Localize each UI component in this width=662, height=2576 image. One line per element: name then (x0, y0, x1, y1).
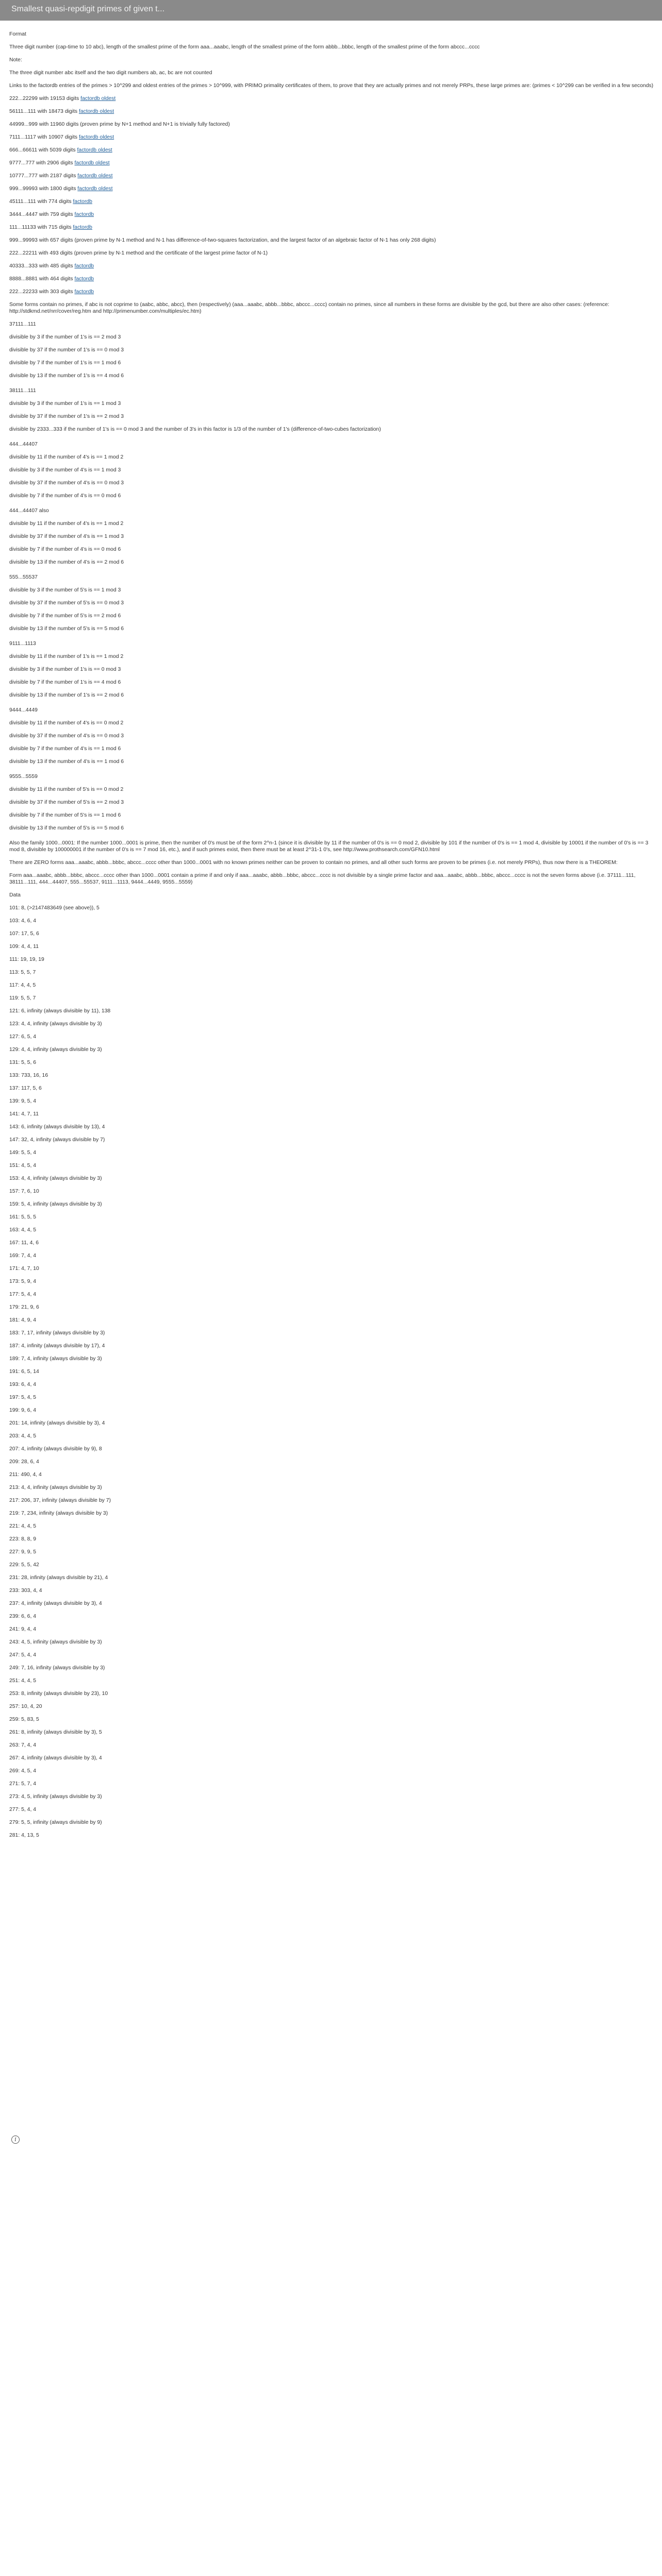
prime-entry-text: 222...22299 with 19153 digits (9, 96, 81, 101)
form-group-line: divisible by 11 if the number of 4's is == 1 mod 2 (9, 521, 124, 527)
data-row: 199: 9, 6, 4 (9, 1408, 36, 1413)
data-row: 191: 6, 5, 14 (9, 1369, 39, 1375)
note-heading: Note: (9, 57, 22, 63)
data-row: 263: 7, 4, 4 (9, 1742, 36, 1748)
form-group-line: divisible by 13 if the number of 4's is == 1 mod 6 (9, 759, 124, 765)
form-group (9, 640, 654, 699)
data-row: 213: 4, 4, infinity (always divisible by 3) (9, 1485, 102, 1490)
data-row: 187: 4, infinity (always divisible by 17), 4 (9, 1343, 105, 1349)
prime-entry-text: 111...11133 with 715 digits (9, 225, 73, 230)
data-row: 267: 4, infinity (always divisible by 3), 4 (9, 1755, 102, 1761)
factordb-link[interactable]: factordb (74, 276, 94, 282)
data-row: 123: 4, 4, infinity (always divisible by 3) (9, 1021, 102, 1027)
data-row: 129: 4, 4, infinity (always divisible by 3) (9, 1047, 102, 1053)
data-row: 107: 17, 5, 6 (9, 931, 39, 937)
data-row: 247: 5, 4, 4 (9, 1652, 36, 1658)
factordb-link[interactable]: factordb oldest (77, 173, 113, 179)
form-group-line: divisible by 7 if the number of 5's is == 1 mod 6 (9, 812, 121, 818)
data-row: 121: 6, infinity (always divisible by 11), 138 (9, 1008, 111, 1014)
data-row: 243: 4, 5, infinity (always divisible by 3) (9, 1639, 102, 1645)
data-row: 217: 206, 37, infinity (always divisible by 7) (9, 1498, 111, 1503)
groups-list (9, 321, 654, 832)
form-group-title: 9555...5559 (9, 774, 38, 779)
data-row: 233: 303, 4, 4 (9, 1588, 42, 1594)
form-group (9, 507, 654, 566)
form-group-line: divisible by 3 if the number of 1's is == 1 mod 3 (9, 401, 121, 406)
data-row: 179: 21, 9, 6 (9, 1304, 39, 1310)
form-group-title: 555...55537 (9, 574, 38, 580)
factordb-link[interactable]: factordb (74, 289, 94, 295)
data-row: 259: 5, 83, 5 (9, 1717, 39, 1722)
prime-entry (9, 198, 654, 205)
data-row: 169: 7, 4, 4 (9, 1253, 36, 1259)
form-group-line: divisible by 7 if the number of 4's is == 1 mod 6 (9, 746, 121, 752)
form-group-line: divisible by 11 if the number of 4's is == 1 mod 2 (9, 454, 124, 460)
form-group-title: 444...44407 also (9, 508, 49, 514)
prime-entry-text: 40333...333 with 485 digits (9, 263, 75, 269)
form-group-line: divisible by 13 if the number of 4's is == 2 mod 6 (9, 560, 124, 565)
prime-entry (9, 211, 654, 218)
data-row: 273: 4, 5, infinity (always divisible by 3) (9, 1794, 102, 1800)
prime-entry (9, 237, 654, 244)
data-row: 251: 4, 4, 5 (9, 1678, 36, 1684)
prime-entry (9, 173, 654, 179)
data-row: 223: 8, 8, 9 (9, 1536, 36, 1542)
data-row: 219: 7, 234, infinity (always divisible by 3) (9, 1511, 108, 1516)
data-row: 153: 4, 4, infinity (always divisible by 3) (9, 1176, 102, 1181)
zero-note: There are ZERO forms aaa...aaabc, abbb...bbbc, abccc...cccc other than 1000...0001 with no known primes neither can be proven to contain no primes, and all other such forms are proven to be primes (i.e. not merely PRPs), thus now there is a THEOREM: (9, 860, 618, 866)
prime-entry (9, 108, 654, 115)
info-icon[interactable]: i (11, 2136, 20, 2144)
data-row: 211: 490, 4, 4 (9, 1472, 42, 1478)
form-group-line: divisible by 2333...333 if the number of 1's is == 0 mod 3 and the number of 3's in this factor is 1/3 of the number of 1's (difference-of-two-cubes factorization) (9, 427, 381, 432)
data-row: 221: 4, 4, 5 (9, 1523, 36, 1529)
data-row: 133: 733, 16, 16 (9, 1073, 48, 1078)
data-row: 111: 19, 19, 19 (9, 957, 44, 962)
data-row: 147: 32, 4, infinity (always divisible by 7) (9, 1137, 105, 1143)
data-row: 119: 5, 5, 7 (9, 995, 36, 1001)
prime-entry-text: 999...99993 with 1800 digits (9, 186, 78, 192)
data-row: 241: 9, 4, 4 (9, 1626, 36, 1632)
form-group-line: divisible by 13 if the number of 5's is == 5 mod 6 (9, 626, 124, 632)
data-row: 161: 5, 5, 5 (9, 1214, 36, 1220)
prime-entry (9, 276, 654, 282)
data-row: 231: 28, infinity (always divisible by 21), 4 (9, 1575, 108, 1581)
data-row: 103: 4, 6, 4 (9, 918, 36, 924)
prime-entry-text: 56111...111 with 18473 digits (9, 109, 79, 114)
prime-entry (9, 185, 654, 192)
form-group-line: divisible by 11 if the number of 4's is == 0 mod 2 (9, 720, 124, 726)
data-row: 151: 4, 5, 4 (9, 1163, 36, 1168)
factordb-link[interactable]: factordb (74, 263, 94, 269)
data-row: 257: 10, 4, 20 (9, 1704, 42, 1709)
prime-entry-text: 45111...111 with 774 digits (9, 199, 73, 205)
data-row: 167: 11, 4, 6 (9, 1240, 39, 1246)
theorem-note: Form aaa...aaabc, abbb...bbbc, abccc...cccc other than 1000...0001 contain a prime if and only if aaa...aaabc, abbb...bbbc, abccc...cccc is not divisible by a single prime factor and aaa...aaabc, abbb...bbbc, abccc...cccc is not the seven forms above (i.e. 37111...111, 38111...111, 444...44407, 555...55537, 9111...1113, 9444...4449, 9555...5559) (9, 873, 636, 885)
prime-entry (9, 134, 654, 141)
form-group-line: divisible by 37 if the number of 1's is == 2 mod 3 (9, 414, 124, 419)
data-row: 239: 6, 6, 4 (9, 1614, 36, 1619)
form-group (9, 574, 654, 632)
data-row: 127: 6, 5, 4 (9, 1034, 36, 1040)
form-group-title: 9444...4449 (9, 707, 38, 713)
form-group-line: divisible by 7 if the number of 1's is == 1 mod 6 (9, 360, 121, 366)
prime-entry (9, 263, 654, 269)
format-heading: Format (9, 31, 26, 37)
prime-entry (9, 147, 654, 154)
data-row: 181: 4, 9, 4 (9, 1317, 36, 1323)
data-row: 141: 4, 7, 11 (9, 1111, 39, 1117)
data-row: 189: 7, 4, infinity (always divisible by 3) (9, 1356, 102, 1362)
family-note: Also the family 1000...0001: If the number 1000...0001 is prime, then the number of 0's must be of the form 2^n-1 (since it is divisible by 11 if the number of 0's is == 0 mod 2, divisible by 101 if the number of 0's is == 1 mod 4, divisible by 10001 if the number of 0's is == 3 mod 8, divisible by 100000001 if the number of 0's is == 7 mod 16, etc.), and if such primes exist, then there must be at least 2^31-1 0's, see http://www.prothsearch.com/GFN10.html (9, 840, 649, 853)
data-row: 131: 5, 5, 6 (9, 1060, 36, 1065)
links-text: Links to the factordb entries of the primes > 10^299 and oldest entries of the primes > 10^999, with PRIMO primality certificates of them, to prove that they are actually primes and not merely PRPs, these large primes are: (primes < 10^299 can be verified in a few seconds) (9, 83, 654, 89)
data-row: 109: 4, 4, 11 (9, 944, 39, 950)
data-row: 203: 4, 4, 5 (9, 1433, 36, 1439)
data-row: 163: 4, 4, 5 (9, 1227, 36, 1233)
data-row: 209: 28, 6, 4 (9, 1459, 39, 1465)
data-row: 113: 5, 5, 7 (9, 970, 36, 975)
prime-entry (9, 224, 654, 231)
form-group-title: 38111...111 (9, 388, 36, 394)
factordb-link[interactable]: factordb (73, 225, 92, 230)
factordb-link[interactable]: factordb oldest (80, 96, 116, 101)
data-row: 183: 7, 17, infinity (always divisible by 3) (9, 1330, 105, 1336)
header-bar (0, 0, 662, 21)
data-row: 261: 8, infinity (always divisible by 3), 5 (9, 1730, 102, 1735)
form-group-line: divisible by 37 if the number of 4's is == 1 mod 3 (9, 534, 124, 539)
data-row: 229: 5, 5, 42 (9, 1562, 39, 1568)
prime-entry (9, 160, 654, 166)
form-group-line: divisible by 11 if the number of 1's is == 1 mod 2 (9, 654, 124, 659)
data-row: 197: 5, 4, 5 (9, 1395, 36, 1400)
data-row: 201: 14, infinity (always divisible by 3), 4 (9, 1420, 105, 1426)
form-group-line: divisible by 13 if the number of 5's is == 5 mod 6 (9, 825, 124, 831)
form-group-line: divisible by 13 if the number of 1's is == 2 mod 6 (9, 692, 124, 698)
prime-entry-text: 8888...8881 with 464 digits (9, 276, 75, 282)
factordb-link[interactable]: factordb oldest (78, 109, 114, 114)
prime-entry-text: 666...66611 with 5039 digits (9, 147, 77, 153)
factordb-link[interactable]: factordb oldest (74, 160, 110, 166)
page-title: Smallest quasi-repdigit primes of given t... (11, 5, 165, 13)
form-group-line: divisible by 13 if the number of 1's is == 4 mod 6 (9, 373, 124, 379)
factordb-link[interactable]: factordb (73, 199, 92, 205)
prime-entry-text: 7111...1117 with 10907 digits (9, 134, 79, 140)
prime-entry-text: 44999...999 with 11960 digits (proven prime by N+1 method and N+1 is trivially fully factored) (9, 122, 230, 127)
prime-entry-text: 10777...777 with 2187 digits (9, 173, 78, 179)
factordb-link[interactable]: factordb oldest (77, 147, 112, 153)
prime-entry (9, 289, 654, 295)
data-row: 173: 5, 9, 4 (9, 1279, 36, 1284)
factordb-link[interactable]: factordb oldest (77, 186, 113, 192)
prime-entry (9, 250, 654, 257)
main-content (9, 31, 654, 1845)
data-row: 277: 5, 4, 4 (9, 1807, 36, 1812)
data-row: 139: 9, 5, 4 (9, 1098, 36, 1104)
data-row: 227: 9, 9, 5 (9, 1549, 36, 1555)
form-group (9, 321, 654, 379)
format-text: Three digit number (cap-time to 10 abc), length of the smallest prime of the form aaa...aaabc, length of the smallest prime of the form abbb...bbbc, length of the smallest prime of the form abccc...cccc (9, 44, 480, 50)
data-row: 101: 8, (>2147483649 (see above)), 5 (9, 905, 100, 911)
data-row: 207: 4, infinity (always divisible by 9), 8 (9, 1446, 102, 1452)
prime-entries-list (9, 95, 654, 295)
form-group (9, 773, 654, 832)
data-row: 137: 117, 5, 6 (9, 1086, 42, 1091)
data-row: 193: 6, 4, 4 (9, 1382, 36, 1387)
form-group-line: divisible by 7 if the number of 1's is == 4 mod 6 (9, 680, 121, 685)
form-group (9, 707, 654, 765)
data-heading: Data (9, 892, 21, 898)
forms-note: Some forms contain no primes, if abc is not coprime to (aabc, abbc, abcc), then (respectively) (aaa...aaabc, abbb...bbbc, abccc...cccc) contain no primes, since all numbers in these forms are divisible by the gcd, but there are also other cases: (reference: http://stdkmd.net/nrr/cover/reg.htm and http://primenumber.com/multiples/ec.htm) (9, 302, 609, 314)
data-rows-list (9, 905, 654, 1839)
data-row: 177: 5, 4, 4 (9, 1292, 36, 1297)
form-group-title: 37111...111 (9, 321, 36, 327)
form-group-line: divisible by 37 if the number of 5's is == 0 mod 3 (9, 600, 124, 606)
prime-entry (9, 121, 654, 128)
data-row: 117: 4, 4, 5 (9, 982, 36, 988)
form-group-title: 444...44407 (9, 442, 38, 447)
prime-entry-text: 9777...777 with 2906 digits (9, 160, 75, 166)
form-group-line: divisible by 37 if the number of 1's is == 0 mod 3 (9, 347, 124, 353)
prime-entry-text: 222...22211 with 493 digits (proven prime by N-1 method and the certificate of the largest prime factor of N-1) (9, 250, 268, 256)
form-group-line: divisible by 3 if the number of 1's is == 0 mod 3 (9, 667, 121, 672)
data-row: 253: 8, infinity (always divisible by 23), 10 (9, 1691, 108, 1697)
prime-entry-text: 3444...4447 with 759 digits (9, 212, 75, 217)
data-row: 279: 5, 5, infinity (always divisible by 9) (9, 1820, 102, 1825)
form-group-line: divisible by 37 if the number of 5's is == 2 mod 3 (9, 800, 124, 805)
data-row: 157: 7, 6, 10 (9, 1189, 39, 1194)
data-row: 143: 6, infinity (always divisible by 13), 4 (9, 1124, 105, 1130)
factordb-link[interactable]: factordb oldest (78, 134, 114, 140)
data-row: 171: 4, 7, 10 (9, 1266, 39, 1272)
form-group-line: divisible by 3 if the number of 5's is == 1 mod 3 (9, 587, 121, 593)
data-row: 237: 4, infinity (always divisible by 3), 4 (9, 1601, 102, 1606)
data-row: 249: 7, 16, infinity (always divisible by 3) (9, 1665, 105, 1671)
data-row: 271: 5, 7, 4 (9, 1781, 36, 1787)
data-row: 281: 4, 13, 5 (9, 1833, 39, 1838)
form-group-line: divisible by 7 if the number of 5's is == 2 mod 6 (9, 613, 121, 619)
form-group-title: 9111...1113 (9, 641, 36, 647)
prime-entry-text: 999...99993 with 657 digits (proven prime by N-1 method and N-1 has difference-of-two-squares factorization, and the largest factor of an algebraic factor of N-1 has only 268 digits) (9, 238, 436, 243)
data-row: 269: 4, 5, 4 (9, 1768, 36, 1774)
form-group-line: divisible by 11 if the number of 5's is == 0 mod 2 (9, 787, 124, 792)
form-group-line: divisible by 7 if the number of 4's is == 0 mod 6 (9, 547, 121, 552)
data-row: 149: 5, 5, 4 (9, 1150, 36, 1156)
note-text: The three digit number abc itself and the two digit numbers ab, ac, bc are not counted (9, 70, 212, 76)
prime-entry (9, 95, 654, 102)
form-group-line: divisible by 3 if the number of 1's is == 2 mod 3 (9, 334, 121, 340)
form-group-line: divisible by 3 if the number of 4's is == 1 mod 3 (9, 467, 121, 473)
form-group (9, 387, 654, 433)
factordb-link[interactable]: factordb (74, 212, 94, 217)
form-group-line: divisible by 37 if the number of 4's is == 0 mod 3 (9, 480, 124, 486)
form-group-line: divisible by 7 if the number of 4's is == 0 mod 6 (9, 493, 121, 499)
form-group (9, 441, 654, 499)
form-group-line: divisible by 37 if the number of 4's is == 0 mod 3 (9, 733, 124, 739)
prime-entry-text: 222...22233 with 303 digits (9, 289, 75, 295)
data-row: 159: 5, 4, infinity (always divisible by 3) (9, 1201, 102, 1207)
